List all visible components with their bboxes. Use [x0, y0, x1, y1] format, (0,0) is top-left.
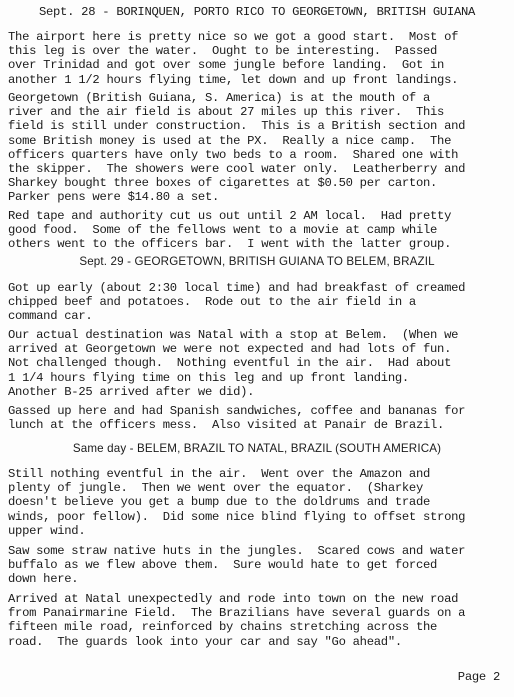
text-line: Gassed up here and had Spanish sandwiches, coffee and bananas for: [8, 404, 466, 418]
text-line: plenty of jungle. Then we went over the equator. (Sharkey: [8, 481, 423, 496]
text-line: buffalo as we flew above them. Sure would hate to get forced: [8, 558, 438, 573]
text-line: upper wind.: [8, 523, 86, 538]
text-line: down here.: [8, 572, 79, 587]
text-line: Not challenged though. Nothing eventful in the air. Had about: [8, 356, 452, 371]
text-line: Another B-25 arrived after we did).: [8, 384, 255, 399]
text-line: another 1 1/2 hours flying time, let down and up front landings.: [8, 72, 459, 87]
paragraph: [8, 30, 508, 87]
paragraph: [8, 467, 508, 538]
text-line: Georgetown (British Guiana, S. America) is at the mouth of a: [8, 91, 431, 105]
text-line: river and the air field is about 27 miles up this river. This: [8, 105, 445, 120]
text-line: 1 1/4 hours flying time on this leg and up front landing.: [8, 370, 409, 385]
text-line: Got up early (about 2:30 local time) and had breakfast of creamed: [8, 281, 466, 295]
paragraph: [8, 592, 508, 649]
text-line: Saw some straw native huts in the jungles. Scared cows and water: [8, 544, 466, 558]
text-line: Parker pens were $14.80 a set.: [8, 190, 220, 205]
text-line: arrived at Georgetown we were not expected and had lots of fun.: [8, 342, 452, 357]
text-line: winds, poor fellow). Did some nice blind flying to offset strong: [8, 509, 466, 524]
text-line: this leg is over the water. Ought to be interesting. Passed: [8, 44, 438, 59]
paragraph: [8, 544, 508, 587]
text-line: Red tape and authority cut us out until 2 AM local. Had pretty: [8, 209, 452, 223]
text-line: Our actual destination was Natal with a stop at Belem. (When we: [8, 328, 459, 342]
page-number: Page 2: [457, 670, 500, 684]
text-line: Still nothing eventful in the air. Went over the Amazon and: [8, 467, 431, 481]
text-line: officers quarters have only two beds to a room. Shared one with: [8, 147, 459, 162]
text-line: chipped beef and potatoes. Rode out to the air field in a: [8, 295, 416, 310]
text-line: Sharkey bought three boxes of cigarettes at $0.50 per carton.: [8, 176, 438, 191]
section-heading-sept-29: Sept. 29 - GEORGETOWN, BRITISH GUIANA TO BELEM, BRAZIL: [79, 255, 435, 268]
text-line: lunch at the officers mess. Also visited at Panair de Brazil.: [8, 418, 445, 433]
paragraph: [8, 404, 508, 432]
text-line: The airport here is pretty nice so we got a good start. Most of: [8, 30, 459, 44]
section-heading-sept-28: Sept. 28 - BORINQUEN, PORTO RICO TO GEORGETOWN, BRITISH GUIANA: [38, 5, 476, 19]
text-line: over Trinidad and got over some jungle before landing. Got in: [8, 58, 445, 73]
text-line: command car.: [8, 309, 93, 324]
text-line: from Panairmarine Field. The Brazilians have several guards on a: [8, 606, 466, 621]
text-line: field is still under construction. This is a British section and: [8, 119, 466, 134]
section-heading-same-day: Same day - BELEM, BRAZIL TO NATAL, BRAZIL (SOUTH AMERICA): [72, 442, 442, 455]
text-line: the skipper. The showers were cool water only. Leatherberry and: [8, 161, 466, 176]
paragraph: [8, 281, 508, 324]
paragraph: [8, 91, 508, 205]
paragraph: [8, 209, 508, 252]
text-line: some British money is used at the PX. Really a nice camp. The: [8, 133, 452, 148]
text-line: good food. Some of the fellows went to a movie at camp while: [8, 223, 438, 238]
text-line: road. The guards look into your car and say "Go ahead".: [8, 634, 402, 649]
text-line: Arrived at Natal unexpectedly and rode into town on the new road: [8, 592, 459, 606]
text-line: others went to the officers bar. I went with the latter group.: [8, 237, 452, 252]
text-line: fifteen mile road, reinforced by chains stretching across the: [8, 620, 438, 635]
paragraph: [8, 328, 508, 399]
text-line: doesn't believe you get a bump due to the doldrums and trade: [8, 495, 431, 510]
